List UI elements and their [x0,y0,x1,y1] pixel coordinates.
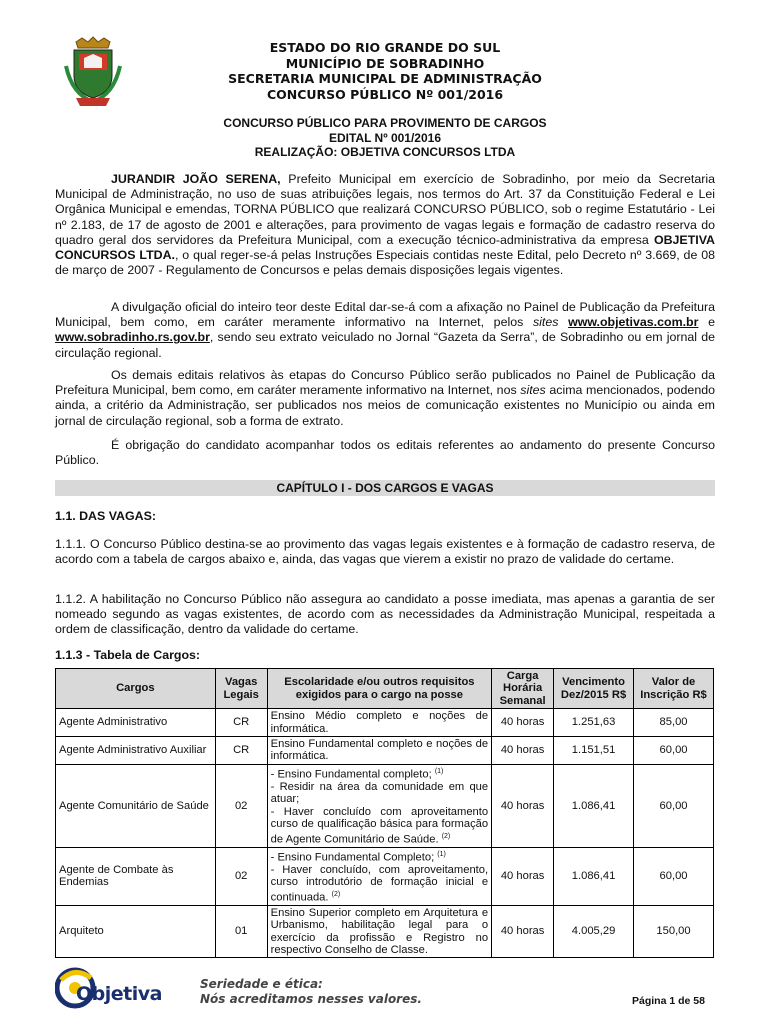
cell-vagas: 01 [215,905,267,958]
cell-cargo: Agente de Combate às Endemias [56,847,216,905]
footnote-ref: (2) [331,890,341,898]
col-header-carga: Carga Horária Semanal [492,669,554,709]
intro-paragraph-3 [55,368,715,429]
col-header-escolaridade: Escolaridade e/ou outros requisitos exigidos para o cargo na posse [267,669,491,709]
cell-vagas: CR [215,737,267,765]
intro-p2-text-b: , sendo seu extrato veiculado no Jornal “Gazeta da Serra”, de Sobradinho ou em jornal de circulação regional. [55,330,715,360]
company-name: OBJETIVA CONCURSOS LTDA. [55,232,715,263]
req-line: - Ensino Fundamental Completo; [270,851,435,864]
intro-paragraph-2 [55,300,715,361]
footnote-ref: (1) [434,767,444,775]
intro-p2-and: e [698,315,715,330]
slogan-line-1: Seriedade e ética: [200,977,323,991]
footnote-ref: (2) [441,832,451,840]
col-header-vencimento: Vencimento Dez/2015 R$ [554,669,634,709]
paragraph-1-1-1: 1.1.1. O Concurso Público destina-se ao provimento das vagas legais existentes e à formação de cadastro reserva, de acordo com a tabela de cargos abaixo e, ainda, das vagas que vierem a existir no prazo de validade do certame. [55,537,715,567]
footer-slogan [200,977,422,1007]
cell-vencimento: 1.086,41 [554,764,634,847]
table-header-row [56,669,714,709]
cell-cargo: Agente Administrativo Auxiliar [56,737,216,765]
intro-p3-text-b: acima mencionados, podendo ainda, a critério da Administração, ser publicados nos meios de comunicação existentes no Município ou ainda em jornal de circulação regional, sob a forma de extrato. [55,383,715,428]
document-header [130,40,640,102]
intro-p1-text-b: , o qual reger-se-á pelas Instruções Especiais contidas neste Edital, pelo Decreto nº 3.669, de 08 de março de 2007 - Regulamento de Concursos e pelas demais disposições legais vigentes. [55,248,715,278]
table-row [56,737,714,765]
req-line: - Haver concluído, com aproveitamento, curso introdutório de formação inicial e continuada. [270,863,489,904]
header-contest-number: CONCURSO PÚBLICO Nº 001/2016 [266,86,504,102]
col-header-vagas: Vagas Legais [215,669,267,709]
cell-inscricao: 60,00 [634,737,714,765]
slogan-line-2: Nós acreditamos nesses valores. [200,992,422,1006]
cell-cargo: Arquiteto [56,905,216,958]
link-sobradinho[interactable]: www.sobradinho.rs.gov.br [55,330,210,345]
cell-requisitos: Ensino Superior completo em Arquitetura e Urbanismo, habilitação legal para o exercício da profissão e Registro no respectivo Conselho de Classe. [267,905,491,958]
cell-cargo: Agente Comunitário de Saúde [56,764,216,847]
cell-inscricao: 85,00 [634,709,714,737]
cell-inscricao: 60,00 [634,847,714,905]
footnote-ref: (1) [437,850,446,858]
cell-vagas: 02 [215,847,267,905]
req-line: - Ensino Fundamental completo; [270,768,432,781]
logo-text: Objetiva [76,983,162,1005]
title-line-3: REALIZAÇÃO: OBJETIVA CONCURSOS LTDA [254,145,516,159]
req-line: - Haver concluído com aproveitamento curso de qualificação básica para formação de Agente Comunitário de Saúde. [270,805,489,846]
intro-p1-text-a: Prefeito Municipal em exercício de Sobradinho, por meio da Secretaria Municipal de Administração, no uso de suas atribuições legais, nos termos do Art. 37 da Constituição Federal e Lei Orgânica Municipal e emendas, TORNA PÚBLICO que realizará CONCURSO PÚBLICO, sob o regime Estatutário - Lei nº 2.183, de 17 de agosto de 2001 e alterações, para provimento de vagas legais e formação de cadastro reserva do quadro geral dos servidores da Prefeitura Municipal, com a execução técnico-administrativa da empresa [55,172,715,247]
page-number: Página 1 de 58 [632,995,705,1007]
col-header-cargos: Cargos [56,669,216,709]
intro-paragraph-1 [55,172,715,278]
intro-p3-text-a: Os demais editais relativos às etapas do Concurso Público serão publicados no Painel de Publicação da Prefeitura Municipal, bem como, em caráter meramente informativo na Internet, nos [55,368,715,398]
mayor-name: JURANDIR JOÃO SERENA, [111,172,281,186]
cell-carga: 40 horas [492,764,554,847]
section-vagas-heading: 1.1. DAS VAGAS: [55,509,156,523]
cell-vencimento: 1.151,51 [554,737,634,765]
title-line-2: EDITAL Nº 001/2016 [329,130,441,145]
header-state: ESTADO DO RIO GRANDE DO SUL [269,40,501,55]
cell-requisitos [267,847,491,905]
cargos-table [55,668,714,958]
cell-inscricao: 60,00 [634,764,714,847]
cell-vencimento: 1.086,41 [554,847,634,905]
col-header-inscricao: Valor de Inscrição R$ [634,669,714,709]
sites-word: sites [532,315,559,330]
cell-vencimento: 4.005,29 [554,905,634,958]
sites-word-2: sites [520,383,546,398]
cell-vagas: 02 [215,764,267,847]
cell-cargo: Agente Administrativo [56,709,216,737]
edital-title [130,116,640,160]
cell-vencimento: 1.251,63 [554,709,634,737]
title-line-1: CONCURSO PÚBLICO PARA PROVIMENTO DE CARGOS [223,116,547,130]
paragraph-1-1-2: 1.1.2. A habilitação no Concurso Público não assegura ao candidato a posse imediata, mas apenas a garantia de ser nomeado segundo as vagas existentes, de acordo com as necessidades da Administração Municipal, respeitada a ordem de classificação, dentro da validade do certame. [55,592,715,637]
cell-carga: 40 horas [492,737,554,765]
table-row [56,847,714,905]
chapter-heading: CAPÍTULO I - DOS CARGOS E VAGAS [55,480,715,496]
intro-p4-text: É obrigação do candidato acompanhar todos os editais referentes ao andamento do presente Concurso Público. [55,438,715,468]
cell-inscricao: 150,00 [634,905,714,958]
cell-requisitos: Ensino Fundamental completo e noções de informática. [267,737,491,765]
cell-carga: 40 horas [492,847,554,905]
municipal-crest-icon [62,36,124,108]
section-table-heading: 1.1.3 - Tabela de Cargos: [55,648,201,662]
table-row [56,709,714,737]
cell-requisitos [267,764,491,847]
cell-vagas: CR [215,709,267,737]
cell-carga: 40 horas [492,709,554,737]
req-line: - Residir na área da comunidade em que atuar; [270,780,489,806]
intro-p2-text-a: A divulgação oficial do inteiro teor deste Edital dar-se-á com a afixação no Painel de Publicação da Prefeitura Municipal, bem como, em caráter meramente informativo na Internet, pelos [55,300,715,330]
intro-paragraph-4 [55,438,715,468]
cell-requisitos: Ensino Médio completo e noções de informática. [267,709,491,737]
header-secretariat: SECRETARIA MUNICIPAL DE ADMINISTRAÇÃO [228,71,542,86]
header-municipality: MUNICÍPIO DE SOBRADINHO [285,55,485,71]
cell-carga: 40 horas [492,905,554,958]
table-row [56,764,714,847]
table-row [56,905,714,958]
link-objetivas[interactable]: www.objetivas.com.br [568,315,699,330]
